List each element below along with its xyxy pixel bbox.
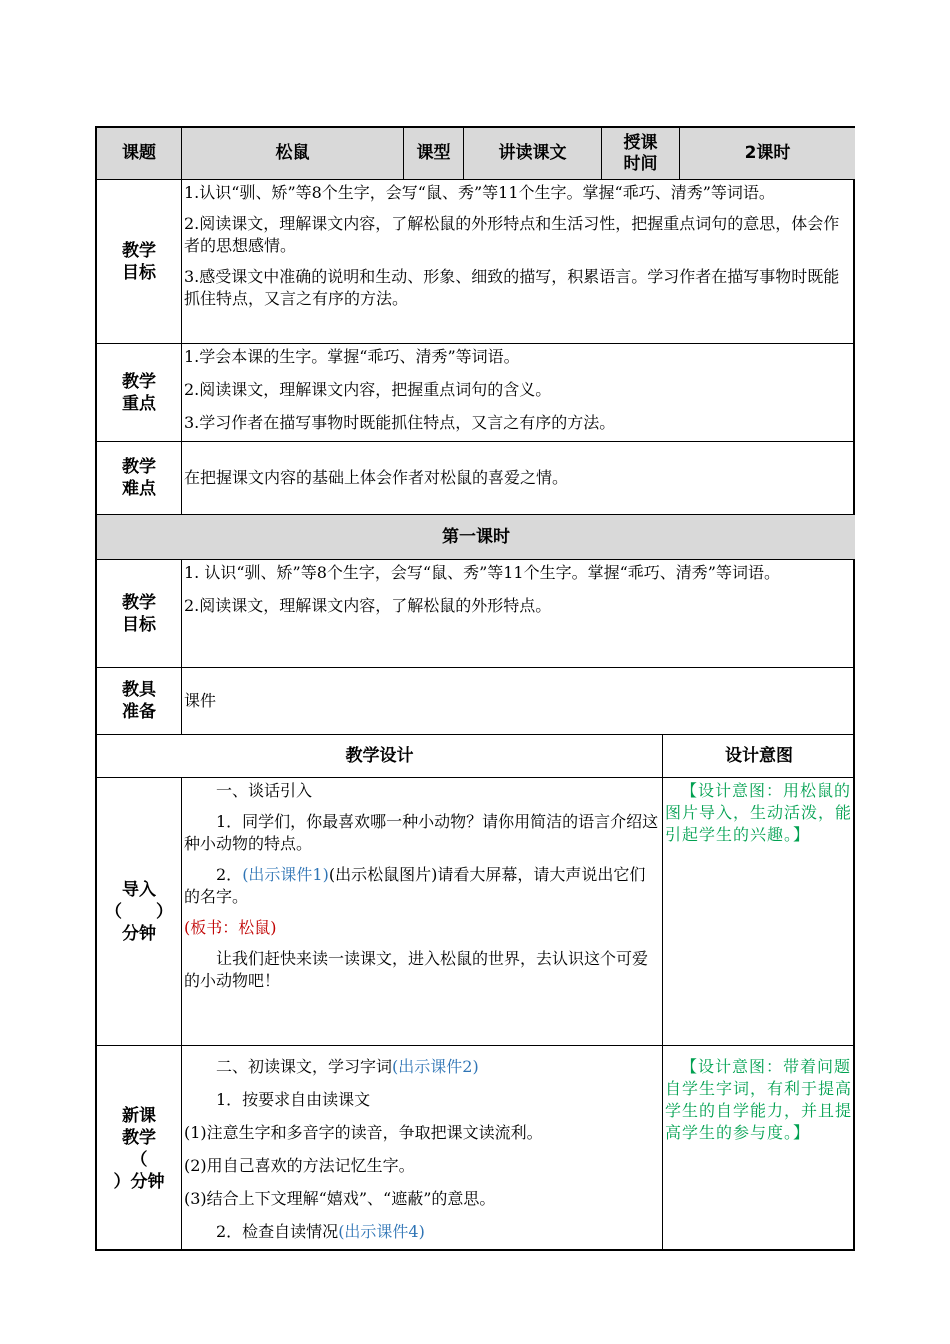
topic-value-text: 松鼠 [275, 143, 310, 163]
new-lesson-step-1: 1．按要求自由读课文 [216, 1090, 371, 1109]
board-note: (板书：松鼠) [184, 918, 277, 937]
courseware-reference: (出示课件2) [392, 1057, 479, 1076]
intro-label-line1: 导入 [122, 879, 156, 900]
materials-text: 课件 [184, 691, 217, 710]
new-lesson-intent [663, 1046, 855, 1251]
section-title [97, 515, 855, 560]
new-lesson-intent-text: 【设计意图：带着问题自学生字词，有利于提高学生的自学能力，并且提高学生的参与度。】 [665, 1057, 853, 1142]
intent-header-text: 设计意图 [725, 745, 793, 766]
goal-item: 3.感受课文中准确的说明和生动、形象、细致的描写，积累语言。学习作者在描写事物时既能抓住特点，又言之有序的方法。 [184, 267, 840, 308]
goals-label-line1: 教学 [122, 240, 156, 261]
goal-item: 2.阅读课文，理解课文内容，了解松鼠的外形特点和生活习性，把握重点词句的意思，体会作者的思想感情。 [184, 214, 840, 255]
new-lesson-label-line4: ）分钟 [113, 1171, 165, 1192]
new-lesson-sub-item: (1)注意生字和多音字的读音，争取把课文读流利。 [184, 1123, 543, 1142]
type-label [404, 128, 464, 180]
new-lesson-step-2 [184, 1221, 660, 1243]
materials-label [97, 668, 182, 735]
new-lesson-step-2-text: 2．检查自读情况 [216, 1222, 339, 1241]
materials-label-line1: 教具 [122, 680, 156, 700]
key-point-item: 1.学会本课的生字。掌握“乖巧、清秀”等词语。 [184, 347, 520, 366]
lesson-goals-label [97, 560, 182, 668]
intent-header [663, 735, 855, 778]
intro-intent [663, 778, 855, 1046]
lesson-goals-label-line1: 教学 [122, 592, 156, 613]
design-header-text: 教学设计 [345, 745, 414, 766]
materials-content [182, 668, 855, 735]
goal-item: 1.认识“驯、矫”等8个生字，会写“鼠、秀”等11个生字。掌握“乖巧、清秀”等词语。 [184, 183, 775, 202]
intro-label-line3: 分钟 [122, 923, 156, 944]
intro-p1-text: 1．同学们，你最喜欢哪一种小动物？请你用简洁的语言介绍这种小动物的特点。 [184, 812, 659, 853]
goals-label [97, 180, 182, 344]
time-label-line2: 时间 [623, 153, 658, 174]
topic-value [182, 128, 404, 180]
lesson-goals-label-line2: 目标 [122, 614, 156, 635]
topic-label [97, 128, 182, 180]
goals-label-line2: 目标 [122, 262, 156, 283]
time-value [680, 128, 855, 180]
design-header [97, 735, 663, 778]
intro-label [97, 778, 182, 1046]
intro-p2-prefix: 2． [216, 865, 243, 884]
lesson-goal-item: 2.阅读课文，理解课文内容，了解松鼠的外形特点。 [184, 596, 552, 615]
intro-content [182, 778, 663, 1046]
type-value [464, 128, 602, 180]
intro-heading: 一、谈话引入 [216, 781, 313, 800]
goals-content [182, 180, 855, 344]
new-lesson-label-line3: （ [130, 1149, 148, 1170]
new-lesson-label [97, 1046, 182, 1251]
materials-label-line2: 准备 [122, 702, 156, 722]
key-points-content [182, 344, 855, 442]
intro-label-line2: （ ） [105, 901, 173, 922]
lesson-goals-content [182, 560, 855, 668]
topic-label-text: 课题 [122, 143, 156, 163]
lesson-plan-table [95, 126, 855, 1251]
new-lesson-sub-item: (2)用自己喜欢的方法记忆生字。 [184, 1156, 415, 1175]
section-title-text: 第一课时 [442, 526, 510, 547]
difficulties-content [182, 442, 855, 515]
new-lesson-heading [184, 1056, 660, 1078]
intro-intent-text: 【设计意图：用松鼠的图片导入，生动活泼，能引起学生的兴趣。】 [665, 781, 853, 844]
new-lesson-content [182, 1046, 663, 1251]
new-lesson-heading-text: 二、初读课文，学习字词 [216, 1057, 393, 1076]
time-label [602, 128, 680, 180]
time-value-text: 2课时 [744, 143, 791, 163]
difficulties-text: 在把握课文内容的基础上体会作者对松鼠的喜爱之情。 [184, 468, 569, 487]
difficulties-label-line1: 教学 [122, 457, 156, 477]
new-lesson-label-line2: 教学 [122, 1127, 156, 1148]
type-value-text: 讲读课文 [498, 143, 567, 163]
new-lesson-label-line1: 新课 [122, 1105, 156, 1126]
intro-paragraph-2 [184, 864, 660, 908]
time-label-line1: 授课 [623, 132, 658, 153]
key-point-item: 2.阅读课文，理解课文内容，把握重点词句的含义。 [184, 380, 552, 399]
key-point-item: 3.学习作者在描写事物时既能抓住特点，又言之有序的方法。 [184, 413, 616, 432]
key-points-label-line1: 教学 [122, 371, 156, 392]
intro-paragraph-3: 让我们赶快来读一读课文，进入松鼠的世界，去认识这个可爱的小动物吧！ [184, 949, 649, 990]
new-lesson-sub-item: (3)结合上下文理解“嬉戏”、“遮蔽”的意思。 [184, 1189, 496, 1208]
lesson-goal-item: 1. 认识“驯、矫”等8个生字，会写“鼠、秀”等11个生字。掌握“乖巧、清秀”等词语。 [184, 563, 780, 582]
courseware-reference: (出示课件4) [338, 1222, 425, 1241]
difficulties-label [97, 442, 182, 515]
difficulties-label-line2: 难点 [122, 479, 156, 499]
intro-paragraph-1 [184, 811, 660, 855]
key-points-label [97, 344, 182, 442]
courseware-reference: (出示课件1) [242, 865, 329, 884]
intro-p2-rest: (出示松鼠图片)请看大屏幕，请大声说出它们的名字。 [184, 865, 646, 906]
key-points-label-line2: 重点 [122, 393, 156, 414]
type-label-text: 课型 [416, 143, 451, 163]
